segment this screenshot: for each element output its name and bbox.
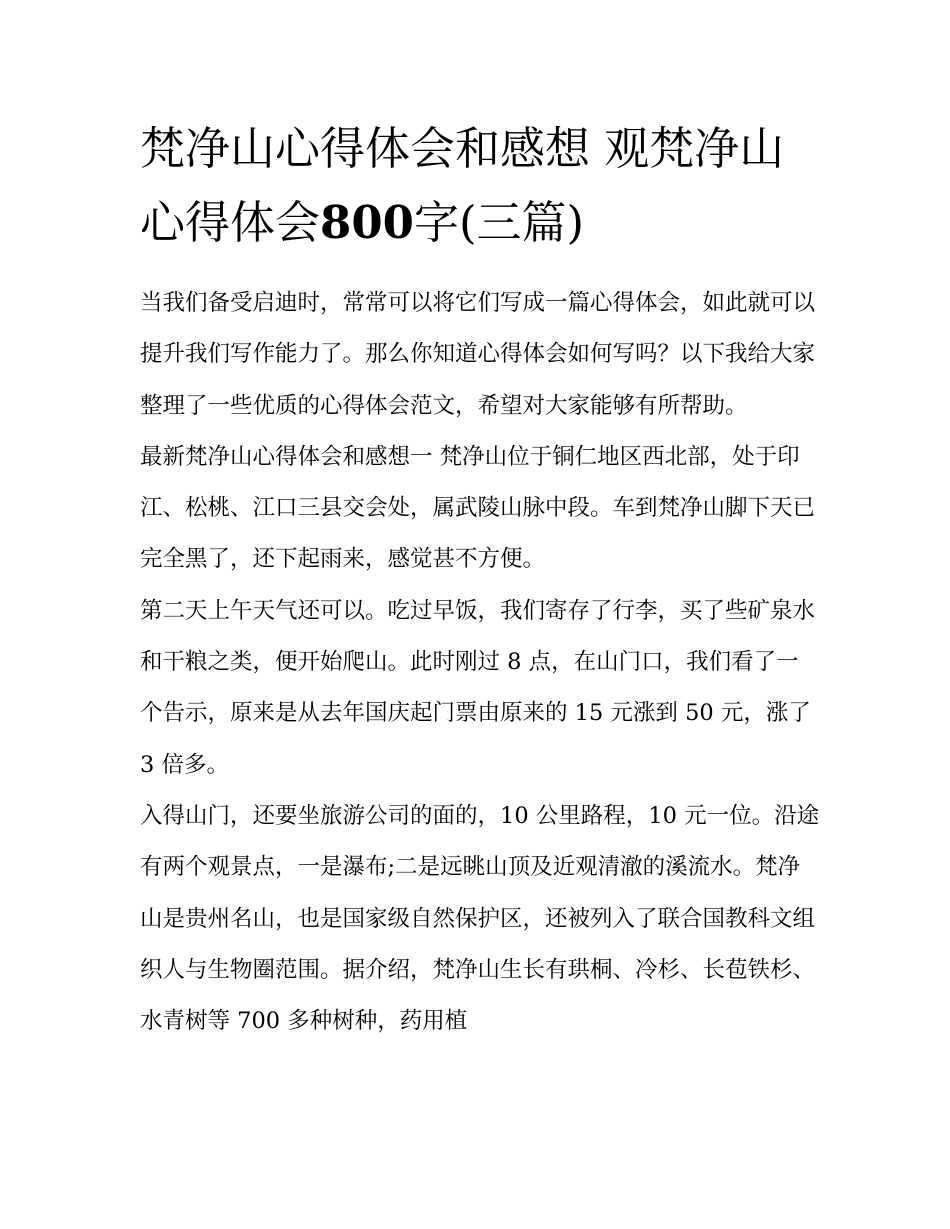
document-title xyxy=(140,112,820,260)
paragraph-entering-gate: 入得山门，还要坐旅游公司的面的，10 公里路程，10 元一位。沿途有两个观景点，一是瀑布;二是远眺山顶及近观清澈的溪流水。梵净山是贵州名山，也是国家级自然保护区，还被列入了联合国教科文组织人与生物圈范围。据介绍，梵净山生长有珙桐、冷杉、长苞铁杉、水青树等 700 多种树种，药用植 xyxy=(140,802,820,1035)
title-text-part2: 字(三篇) xyxy=(413,196,585,249)
paragraph-location: 最新梵净山心得体会和感想一 梵净山位于铜仁地区西北部，处于印江、松桃、江口三县交会处，属武陵山脉中段。车到梵净山脚下天已完全黑了，还下起雨来，感觉甚不方便。 xyxy=(140,443,816,573)
title-text-part1: 梵净山心得体会和感想 观梵净山心得体会 xyxy=(140,122,785,249)
paragraph-second-day: 第二天上午天气还可以。吃过早饭，我们寄存了行李，买了些矿泉水和干粮之类，便开始爬山。此时刚过 8 点，在山门口，我们看了一个告示，原来是从去年国庆起门票由原来的 15 元涨到 50 元，涨了 3 倍多。 xyxy=(140,597,816,778)
title-number: 800 xyxy=(320,196,414,249)
intro-paragraph: 当我们备受启迪时，常常可以将它们写成一篇心得体会，如此就可以提升我们写作能力了。那么你知道心得体会如何写吗？以下我给大家整理了一些优质的心得体会范文，希望对大家能够有所帮助。 xyxy=(140,290,816,419)
document-body xyxy=(140,278,820,1047)
